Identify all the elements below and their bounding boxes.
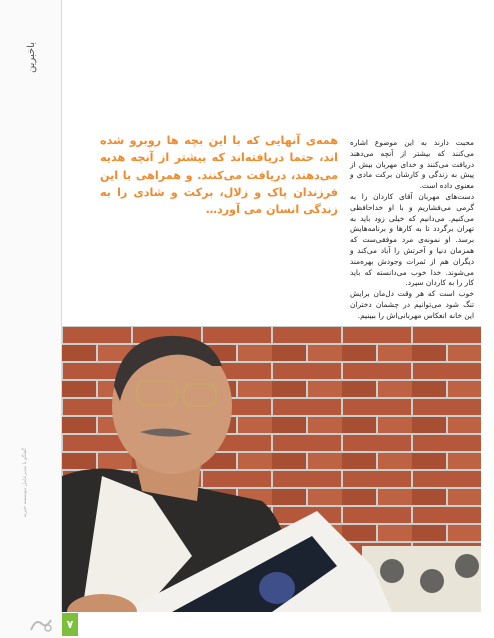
body-paragraph: محبت دارند به این موضوع اشاره می‌کنند که بیشتر از آنچه می‌دهند دریافت می‌کنند و خدای مهربان بیش از پیش به زندگی و کارشان برکت مادی و معنوی داده است. xyxy=(350,138,474,191)
page-number: ۷ xyxy=(62,613,78,636)
portrait-illustration xyxy=(62,326,481,612)
right-margin xyxy=(481,0,494,638)
portrait-photo xyxy=(62,326,481,612)
footer-bar xyxy=(62,612,481,638)
body-text xyxy=(350,138,474,322)
body-paragraph: دست‌های مهربان آقای کاردان را به گرمی می‌فشاریم و با او خداحافظی می‌کنیم. می‌دانیم که خیلی زود باید به تهران برگردد تا به کارها و برنامه‌هایش برسد. او نمونه‌ی مرد موفقی‌ست که همزمان دنیا و آخرتش را آباد می‌کند و دیگران هم از ثمرات وجودش بهره‌مند می‌شوند. خدا خوب می‌دانسته که باید کار را به کاردان سپرد. xyxy=(350,191,474,288)
left-margin xyxy=(0,0,61,638)
pull-quote: همه‌ی آنهایی که با این بچه ها روبرو شده اند، حتما دریافته‌اند که بیشتر از آنچه هدیه می‌دهند، دریافت می‌کنند. و همراهی با این فرزندان پاک و زلال، برکت و شادی را به زندگی انسان می آورد… xyxy=(100,134,338,217)
body-paragraph: خوب است که هر وقت دل‌مان برایش تنگ شود می‌توانیم در چشمان دختران این خانه انعکاس مهربانی‌اش را ببینیم. xyxy=(350,289,474,320)
section-tag: باخبرین xyxy=(26,42,37,73)
magazine-logo-icon xyxy=(28,614,54,634)
side-note: گفتگو با مدیرعامل موسسه خیریه xyxy=(22,448,28,518)
